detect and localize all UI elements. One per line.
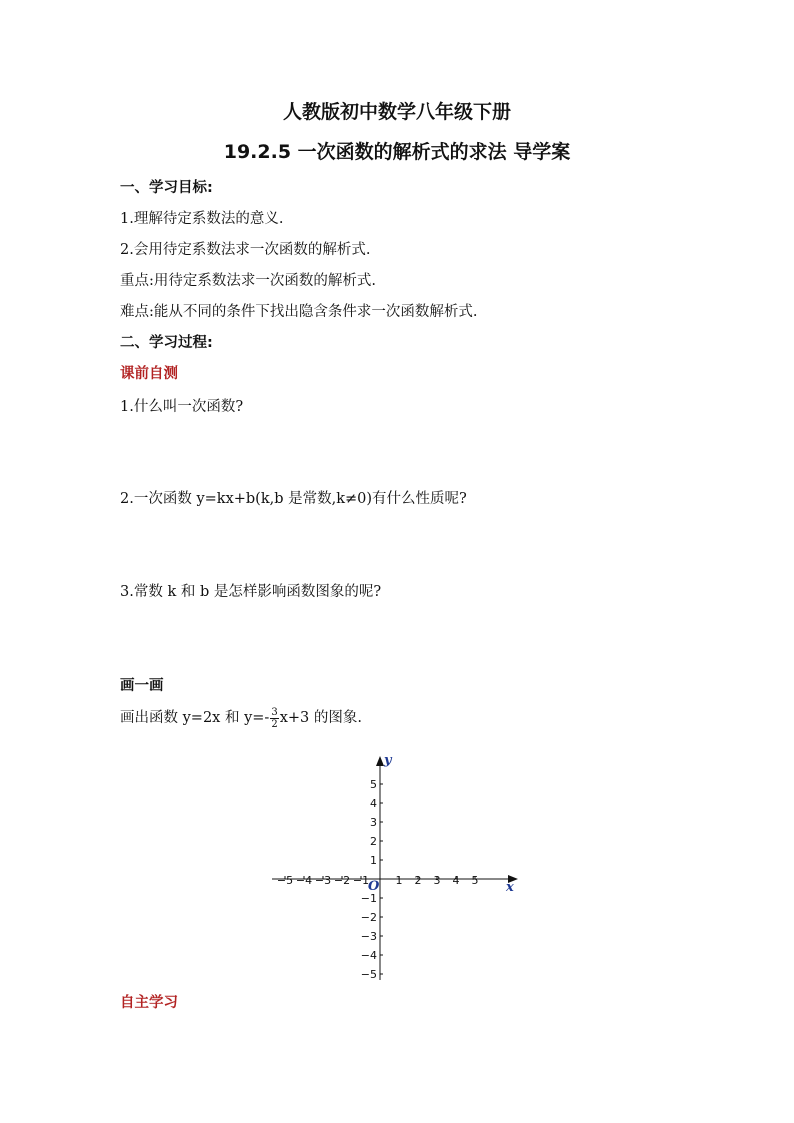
draw-label: 画一画 <box>120 678 164 694</box>
x-tick-label: 3 <box>433 874 441 887</box>
x-tick-label: 2 <box>414 874 422 887</box>
pretest-question-2: 2.一次函数 y=kx+b(k,b 是常数,k≠0)有什么性质呢? <box>120 491 467 507</box>
y-tick-label: 5 <box>370 778 377 791</box>
coordinate-axes <box>262 748 524 984</box>
y-tick-label: −3 <box>360 930 377 943</box>
y-tick-label: 2 <box>370 835 377 848</box>
page-subtitle: 19.2.5 一次函数的解析式的求法 导学案 <box>223 141 571 163</box>
y-tick-label: −1 <box>360 892 377 905</box>
self-study-label: 自主学习 <box>120 995 178 1011</box>
x-tick-label: 1 <box>395 874 403 887</box>
key-point: 重点:用待定系数法求一次函数的解析式. <box>120 273 376 289</box>
x-axis-label: x <box>506 880 514 895</box>
draw-prompt <box>120 706 362 730</box>
x-tick-label: −2 <box>333 874 351 887</box>
fraction-denominator: 2 <box>271 718 278 730</box>
section-objectives-heading: 一、学习目标: <box>120 180 213 196</box>
x-tick-label: −5 <box>276 874 294 887</box>
y-axis-arrow-icon <box>376 756 384 766</box>
fraction-three-halves <box>270 707 278 730</box>
origin-label: O <box>368 879 380 894</box>
section-process-heading: 二、学习过程: <box>120 335 213 351</box>
draw-prompt-pre: 画出函数 y=2x 和 y=- <box>120 710 270 726</box>
y-tick-label: −4 <box>360 949 377 962</box>
x-tick-label: −4 <box>295 874 313 887</box>
objective-item-2: 2.会用待定系数法求一次函数的解析式. <box>120 242 371 258</box>
y-axis-label: y <box>384 753 392 768</box>
y-tick-label: −5 <box>360 968 377 981</box>
x-tick-label: −3 <box>314 874 332 887</box>
pretest-question-3: 3.常数 k 和 b 是怎样影响函数图象的呢? <box>120 584 382 600</box>
difficult-point: 难点:能从不同的条件下找出隐含条件求一次函数解析式. <box>120 304 478 320</box>
page-title: 人教版初中数学八年级下册 <box>282 101 511 123</box>
pretest-label: 课前自测 <box>120 366 178 382</box>
y-tick-label: 3 <box>370 816 377 829</box>
x-tick-label: 5 <box>471 874 479 887</box>
y-tick-label: −2 <box>360 911 377 924</box>
x-tick-label: 4 <box>452 874 460 887</box>
fraction-numerator: 3 <box>271 706 278 718</box>
draw-prompt-post: x+3 的图象. <box>279 710 362 726</box>
x-tick-label: −1 <box>352 874 370 887</box>
pretest-question-1: 1.什么叫一次函数? <box>120 399 244 415</box>
y-tick-label: 4 <box>370 797 377 810</box>
y-tick-label: 1 <box>370 854 377 867</box>
objective-item-1: 1.理解待定系数法的意义. <box>120 211 284 227</box>
